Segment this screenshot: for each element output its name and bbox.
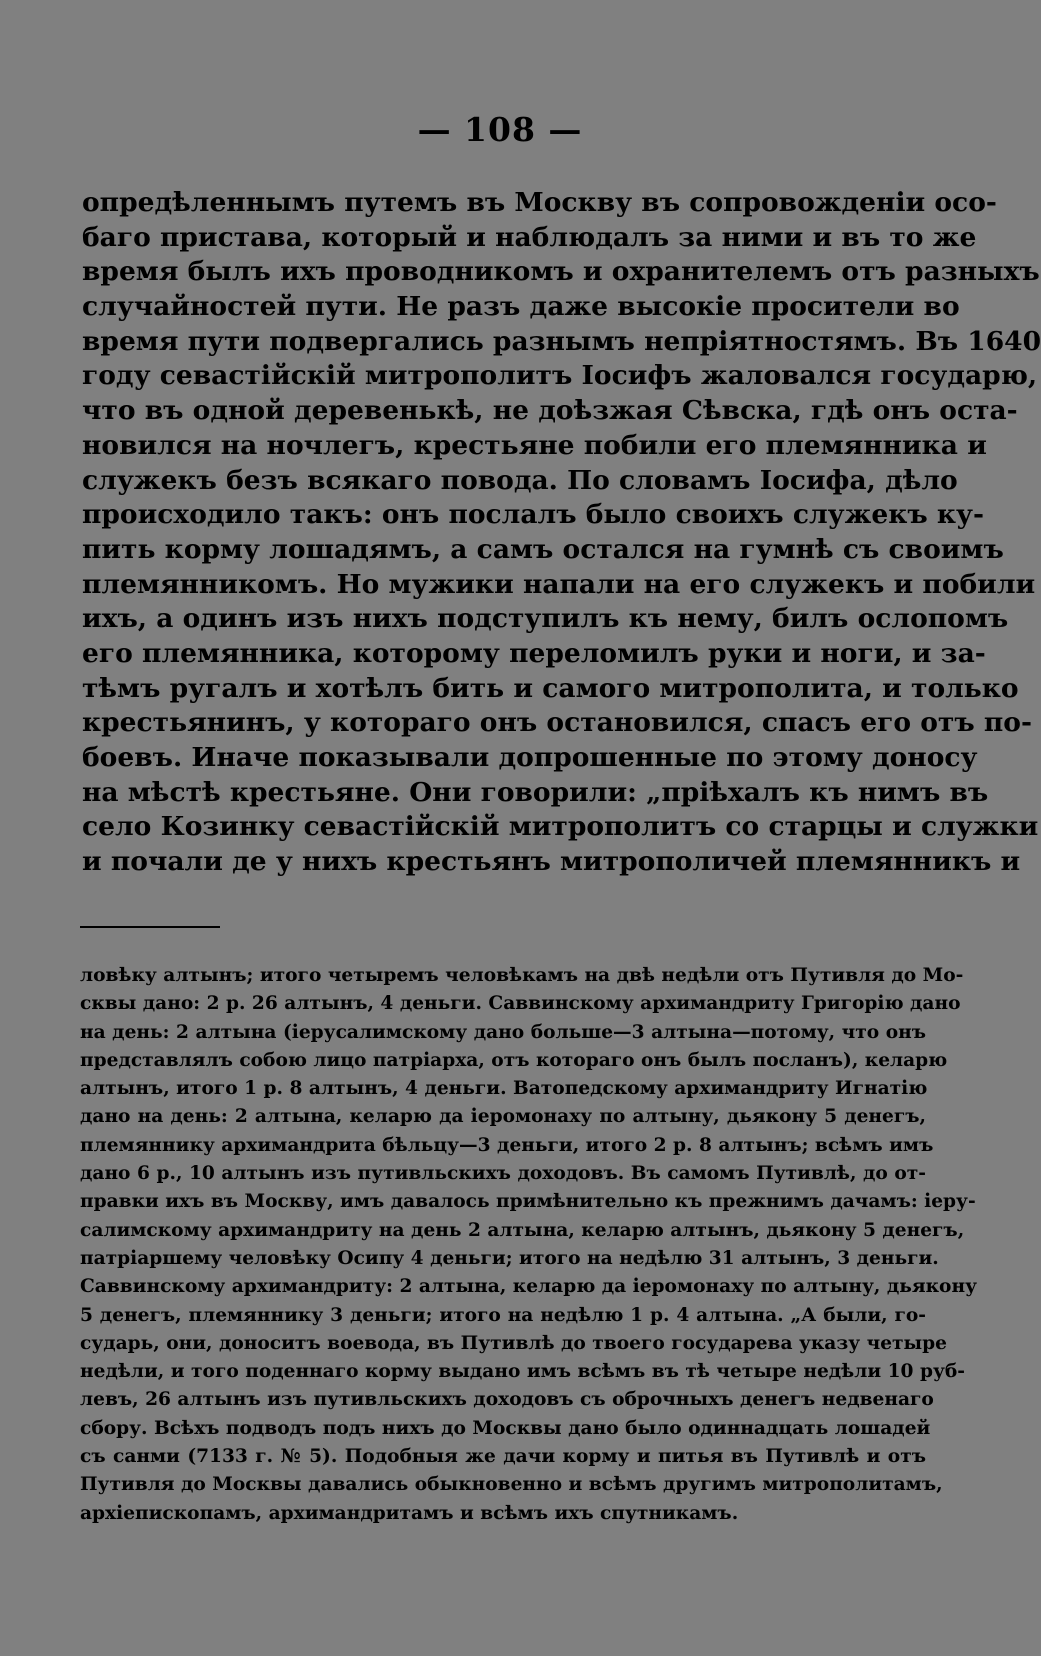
footnote-line: патріаршему человѣку Осипу 4 деньги; итого на недѣлю 31 алтынъ, 3 деньги.: [80, 1247, 939, 1269]
footnote-line: 5 денегъ, племяннику 3 деньги; итого на недѣлю 1 р. 4 алтына. „А были, го-: [80, 1304, 926, 1326]
footnote-line: правки ихъ въ Москву, имъ давалось примѣнительно къ прежнимъ дачамъ: іеру-: [80, 1191, 976, 1213]
footnote-line: алтынъ, итого 1 р. 8 алтынъ, 4 деньги. Ватопедскому архимандриту Игнатію: [80, 1078, 928, 1100]
footnote-line: племяннику архимандрита бѣльцу—3 деньги, итого 2 р. 8 алтынъ; всѣмъ имъ: [80, 1134, 934, 1156]
footnote-line: представлялъ собою лицо патріарха, отъ котораго онъ былъ посланъ), келарю: [80, 1049, 948, 1071]
body-text-line: время былъ ихъ проводникомъ и охранителемъ отъ разныхъ: [82, 256, 1040, 288]
body-text-line: опредѣленнымъ путемъ въ Москву въ сопровожденіи осо-: [82, 187, 997, 218]
body-text-line: время пути подвергались разнымъ непріятностямъ. Въ 1640: [82, 325, 1041, 357]
body-text-line: случайностей пути. Не разъ даже высокіе просители во: [82, 291, 960, 323]
footnote-line: сударь, они, доноситъ воевода, въ Путивлѣ до твоего государева указу четыре: [80, 1332, 948, 1354]
footnote-line: дано 6 р., 10 алтынъ изъ путивльскихъ доходовъ. Въ самомъ Путивлѣ, до от-: [80, 1163, 926, 1185]
body-text-line: году севастійскій митрополитъ Іосифъ жаловался государю,: [82, 360, 1038, 392]
body-text-line: тѣмъ ругалъ и хотѣлъ бить и самого митрополита, и только: [82, 672, 1019, 704]
footnote-line: Путивля до Москвы давались обыкновенно и всѣмъ другимъ митрополитамъ,: [80, 1474, 943, 1496]
body-text-line: что въ одной деревенькѣ, не доѣзжая Сѣвска, гдѣ онъ оста-: [82, 395, 1018, 427]
body-text-line: на мѣстѣ крестьяне. Они говорили: „пріѣхалъ къ нимъ въ: [82, 776, 989, 808]
footnote-line: сбору. Всѣхъ подводъ подъ нихъ до Москвы дано было одиннадцать лошадей: [80, 1417, 931, 1439]
footnote-line: сквы дано: 2 р. 26 алтынъ, 4 деньги. Саввинскому архимандриту Григорію дано: [80, 993, 961, 1015]
main-body-text: [82, 186, 1041, 880]
body-text-line: племянникомъ. Но мужики напали на его служекъ и побили: [82, 568, 1036, 600]
footnote-line: левъ, 26 алтынъ изъ путивльскихъ доходовъ съ оброчныхъ денегъ недвенаго: [80, 1389, 934, 1411]
body-text-line: и почали де у нихъ крестьянъ митрополичей племянникъ и: [82, 846, 1021, 878]
footnote-separator-rule: [80, 926, 220, 928]
footnote-line: Саввинскому архимандриту: 2 алтына, келарю да іеромонаху по алтыну, дьякону: [80, 1276, 977, 1298]
footnote-text: [80, 962, 977, 1528]
page-number: — 108 —: [417, 110, 583, 149]
footnote-line: дано на день: 2 алтына, келарю да іеромонаху по алтыну, дьякону 5 денегъ,: [80, 1106, 926, 1128]
body-text-line: крестьянинъ, у котораго онъ остановился, спасъ его отъ по-: [82, 707, 1032, 739]
body-text-line: боевъ. Иначе показывали допрошенные по этому доносу: [82, 742, 978, 773]
body-text-line: баго приставa, который и наблюдалъ за ними и въ то же: [82, 221, 977, 253]
footnote-line: на день: 2 алтына (іерусалимскому дано больше—3 алтына—потому, что онъ: [80, 1021, 926, 1043]
body-text-line: его племянника, которому переломилъ руки и ноги, и за-: [82, 637, 986, 669]
footnote-line: салимскому архимандриту на день 2 алтына, келарю алтынъ, дьякону 5 денегъ,: [80, 1219, 965, 1241]
body-text-line: служекъ безъ всякаго повода. По словамъ Іосифа, дѣло: [82, 464, 958, 496]
body-text-line: новился на ночлегъ, крестьяне побили его племянника и: [82, 429, 987, 461]
footnote-line: съ санми (7133 г. № 5). Подобныя же дачи корму и питья въ Путивлѣ и отъ: [80, 1446, 926, 1468]
body-text-line: пить корму лошадямъ, а самъ остался на гумнѣ съ своимъ: [82, 533, 1004, 565]
footnote-line: ловѣку алтынъ; итого четыремъ человѣкамъ на двѣ недѣли отъ Путивля до Мо-: [80, 965, 964, 986]
footnote-line: недѣли, и того поденнаго корму выдано имъ всѣмъ въ тѣ четыре недѣли 10 руб-: [80, 1361, 965, 1383]
body-text-line: село Козинку севастійскій митрополитъ со старцы и служки: [82, 811, 1039, 843]
body-text-line: ихъ, а одинъ изъ нихъ подступилъ къ нему, билъ ослопомъ: [82, 603, 1009, 635]
footnote-line: архіепископамъ, архимандритамъ и всѣмъ ихъ спутникамъ.: [80, 1502, 739, 1524]
body-text-line: происходило такъ: онъ послалъ было своихъ служекъ ку-: [82, 499, 985, 531]
